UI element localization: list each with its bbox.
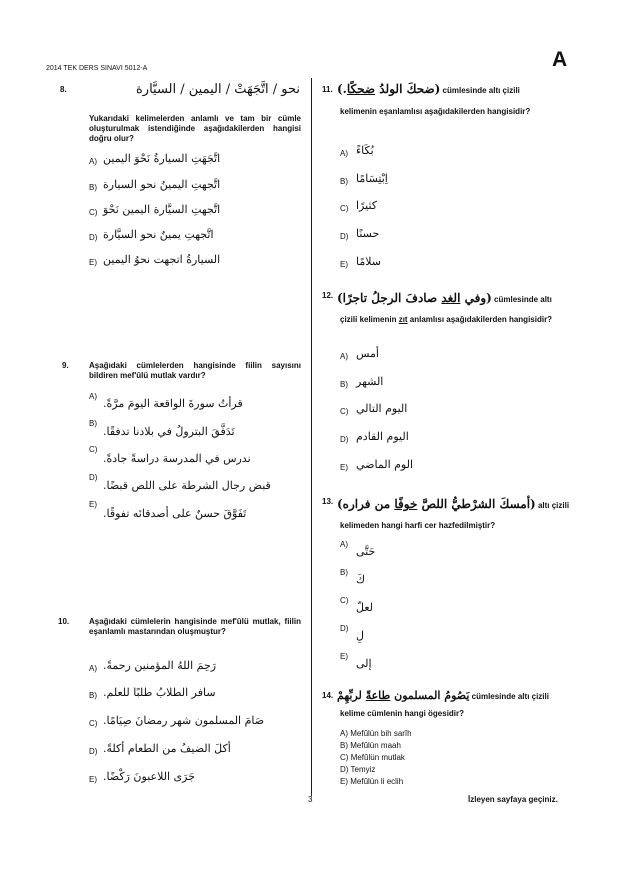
q10-option-e-label[interactable]: E) — [89, 775, 97, 784]
q8-option-a[interactable]: اتَّجَهَتِ السيارةُ نَحْوَ اليمين — [103, 152, 221, 165]
q11-option-e-label[interactable]: E) — [340, 260, 348, 269]
q11-arabic — [337, 82, 440, 96]
q10-stem: Aşağıdaki cümlelerin hangisinde mef'ûlü mutlak, fiilin eşanlamlı mastarından oluşmuştur? — [89, 617, 301, 636]
q8-stem: Yukarıdaki kelimelerden anlamlı ve tam bir cümle oluşturulmak istendiğinde aşağıdakilerden hangisi doğru olur? — [89, 114, 301, 143]
q8-words: نحو / اتَّجَهَتْ / اليمين / السيَّارة — [135, 82, 300, 97]
q14-stem-a: cümlesinde altı çizili — [469, 692, 549, 701]
q12-option-a-label[interactable]: A) — [340, 352, 348, 361]
q10-number: 10. — [58, 617, 70, 626]
q8-option-b-label[interactable]: B) — [89, 183, 97, 192]
q12-option-e-label[interactable]: E) — [340, 463, 348, 472]
q12-option-d-label[interactable]: D) — [340, 435, 349, 444]
q10-option-c-label[interactable]: C) — [89, 719, 98, 728]
q9-option-a-label[interactable]: A) — [89, 392, 97, 401]
q12-option-c[interactable]: اليوم التالي — [356, 402, 408, 415]
q11-option-d-label[interactable]: D) — [340, 232, 349, 241]
q8-option-c-label[interactable]: C) — [89, 208, 98, 217]
q14-line — [337, 689, 577, 702]
exam-header: 2014 TEK DERS SINAVI 5012-A — [46, 65, 148, 72]
q14-option-e-label: E) — [340, 777, 348, 786]
q8-option-b[interactable]: اتَّجهتِ اليمينُ نحو السيارة — [103, 178, 221, 191]
q11-option-d[interactable]: حسنًا — [356, 227, 380, 240]
column-divider — [311, 78, 312, 796]
q9-option-c-label[interactable]: C) — [89, 445, 98, 454]
q13-arabic-pre: (أمسكَ الشرْطيُّ اللصَّ — [417, 497, 536, 511]
q13-option-e-label[interactable]: E) — [340, 652, 348, 661]
q13-line — [337, 497, 577, 511]
q9-number: 9. — [62, 361, 69, 370]
q10-option-d[interactable]: أكلَ الضيفُ من الطعام أكلةً. — [103, 742, 231, 755]
q12-option-a[interactable]: أمس — [356, 347, 379, 360]
q14-option-c-label: C) — [340, 753, 349, 762]
q12-arabic — [337, 291, 492, 305]
q12-arabic-pre: (وفي — [460, 291, 492, 305]
q9-stem: Aşağıdaki cümlelerden hangisinde fiilin sayısını bildiren mef'ûlü mutlak vardır? — [89, 361, 301, 380]
q12-stem-b1: çizili kelimenin — [340, 315, 399, 324]
q8-option-e[interactable]: السيارةُ اتجهت نحوُ اليمين — [103, 253, 221, 266]
q11-stem-b: kelimenin eşanlamlısı aşağıdakilerden hangisidir? — [340, 107, 531, 116]
q12-option-c-label[interactable]: C) — [340, 407, 349, 416]
q14-option-d[interactable] — [340, 765, 375, 774]
q12-option-b[interactable]: الشهر — [356, 375, 384, 388]
booklet-letter: A — [552, 48, 568, 71]
q13-option-d-label[interactable]: D) — [340, 624, 349, 633]
q11-arabic-pre: (ضحكَ الولدُ — [375, 82, 441, 96]
q13-option-a[interactable]: حَتَّى — [356, 545, 376, 558]
next-page-note: İzleyen sayfaya geçiniz. — [468, 795, 558, 804]
q14-option-b-text: Mefûlün maah — [350, 741, 401, 750]
q14-option-b[interactable] — [340, 741, 401, 750]
q14-arabic-pre: يَصُومُ المسلمون — [390, 689, 470, 702]
q8-number: 8. — [60, 85, 67, 94]
q13-underlined-word: خوفًا — [394, 497, 418, 511]
q8-option-d[interactable]: اتَّجهتِ يمينٌ نحو السيَّارة — [103, 228, 214, 241]
q9-option-d-label[interactable]: D) — [89, 473, 98, 482]
q8-option-d-label[interactable]: D) — [89, 233, 98, 242]
q12-number: 12. — [322, 291, 334, 300]
q13-option-a-label[interactable]: A) — [340, 540, 348, 549]
q11-option-e[interactable]: سلامًا — [356, 255, 382, 268]
q13-option-b[interactable]: كَ — [356, 573, 366, 586]
q12-arabic-post: صادفَ الرجلُ تاجرًا) — [337, 291, 442, 305]
q8-option-a-label[interactable]: A) — [89, 157, 97, 166]
q14-option-d-label: D) — [340, 765, 349, 774]
q8-option-c[interactable]: اتَّجهتِ السيَّارة اليمين نَحْوَ — [103, 203, 221, 216]
q9-option-e-label[interactable]: E) — [89, 500, 97, 509]
q14-option-a[interactable] — [340, 729, 412, 738]
q14-option-e-text: Mefûlün li eclih — [350, 777, 404, 786]
q11-option-c[interactable]: كثيرًا — [356, 199, 378, 212]
q13-option-c[interactable]: لعلّ — [356, 601, 373, 614]
q13-option-d[interactable]: لِ — [356, 629, 364, 642]
q11-option-a-label[interactable]: A) — [340, 149, 348, 158]
q12-option-d[interactable]: اليوم القادم — [356, 430, 409, 443]
q14-stem-b: kelime cümlenin hangi ögesidir? — [340, 709, 465, 718]
q8-option-e-label[interactable]: E) — [89, 258, 97, 267]
q13-arabic — [337, 497, 536, 511]
q12-stem-a: cümlesinde altı — [491, 295, 552, 304]
q11-underlined-word: ضحكًا — [346, 82, 376, 96]
q14-option-d-text: Temyiz — [350, 765, 376, 774]
q13-option-e[interactable]: إلى — [356, 657, 372, 670]
q11-line — [337, 82, 577, 96]
q10-option-b[interactable]: سافر الطلابُ طلبًا للعلم. — [103, 686, 216, 699]
q12-line — [337, 291, 577, 305]
q13-option-b-label[interactable]: B) — [340, 568, 348, 577]
q13-option-c-label[interactable]: C) — [340, 596, 349, 605]
q14-option-c[interactable] — [340, 753, 405, 762]
q12-underlined-word: الغد — [441, 291, 461, 305]
q12-stem-zit: zıt — [398, 315, 408, 324]
q10-option-c[interactable]: صَامَ المسلمون شهر رمضانَ صِيَامًا. — [103, 714, 265, 727]
q10-option-a-label[interactable]: A) — [89, 664, 97, 673]
q12-stem-b2: anlamlısı aşağıdakilerden hangisidir? — [407, 315, 553, 324]
q11-option-a[interactable]: بُكَاءً — [356, 144, 374, 157]
q9-option-b-label[interactable]: B) — [89, 419, 97, 428]
q10-option-d-label[interactable]: D) — [89, 747, 98, 756]
q9-option-d[interactable]: قبض رجال الشرطة على اللص قبضًا. — [103, 479, 271, 492]
q14-option-b-label: B) — [340, 741, 348, 750]
q14-number: 14. — [322, 691, 334, 700]
q14-underlined-word: طاعةً — [365, 689, 391, 702]
q10-option-b-label[interactable]: B) — [89, 691, 97, 700]
q12-option-b-label[interactable]: B) — [340, 380, 348, 389]
q14-option-e[interactable] — [340, 777, 403, 786]
q12-stem-b — [340, 315, 572, 325]
q9-option-e[interactable]: تَفَوَّقَ حسنٌ على أصدقائه تفوقًا. — [103, 507, 247, 520]
page-number: 3 — [308, 795, 313, 804]
q14-arabic-post: لربِّهِمْ — [337, 689, 366, 702]
q11-arabic-post: .) — [337, 82, 347, 96]
q11-option-c-label[interactable]: C) — [340, 204, 349, 213]
q11-option-b-label[interactable]: B) — [340, 177, 348, 186]
q9-option-c[interactable]: ندرس في المدرسة دراسةً جادةً. — [103, 452, 251, 465]
q12-option-e[interactable]: الوم الماضي — [356, 458, 414, 471]
q11-option-b[interactable]: اِبْتِسَامًا — [356, 172, 388, 185]
q13-number: 13. — [322, 497, 334, 506]
q13-stem-a: altı çizili — [535, 501, 570, 510]
q10-option-e[interactable]: جَرَى اللاعبونَ رَكْضًا. — [103, 770, 196, 783]
q13-arabic-post: من فراره) — [337, 497, 395, 511]
q11-stem-a: cümlesinde altı çizili — [440, 86, 520, 95]
q10-option-a[interactable]: رَحِمَ اللهُ المؤمنين رحمةً. — [103, 659, 217, 672]
q13-stem-b: kelimeden hangi harfi cer hazfedilmiştir? — [340, 521, 496, 530]
q9-option-b[interactable]: تَدَفَّقَ البترولُ في بلادنا تدفقًا. — [103, 425, 235, 438]
q9-option-a[interactable]: قرأتُ سورةَ الواقعة اليومَ مرَّةً. — [103, 397, 243, 410]
q11-number: 11. — [322, 85, 333, 94]
q14-option-c-text: Mefûlün mutlak — [350, 753, 405, 762]
q14-option-a-text: Mefûlün bih sarîh — [350, 729, 412, 738]
q14-arabic — [337, 689, 469, 702]
q14-option-a-label: A) — [340, 729, 348, 738]
